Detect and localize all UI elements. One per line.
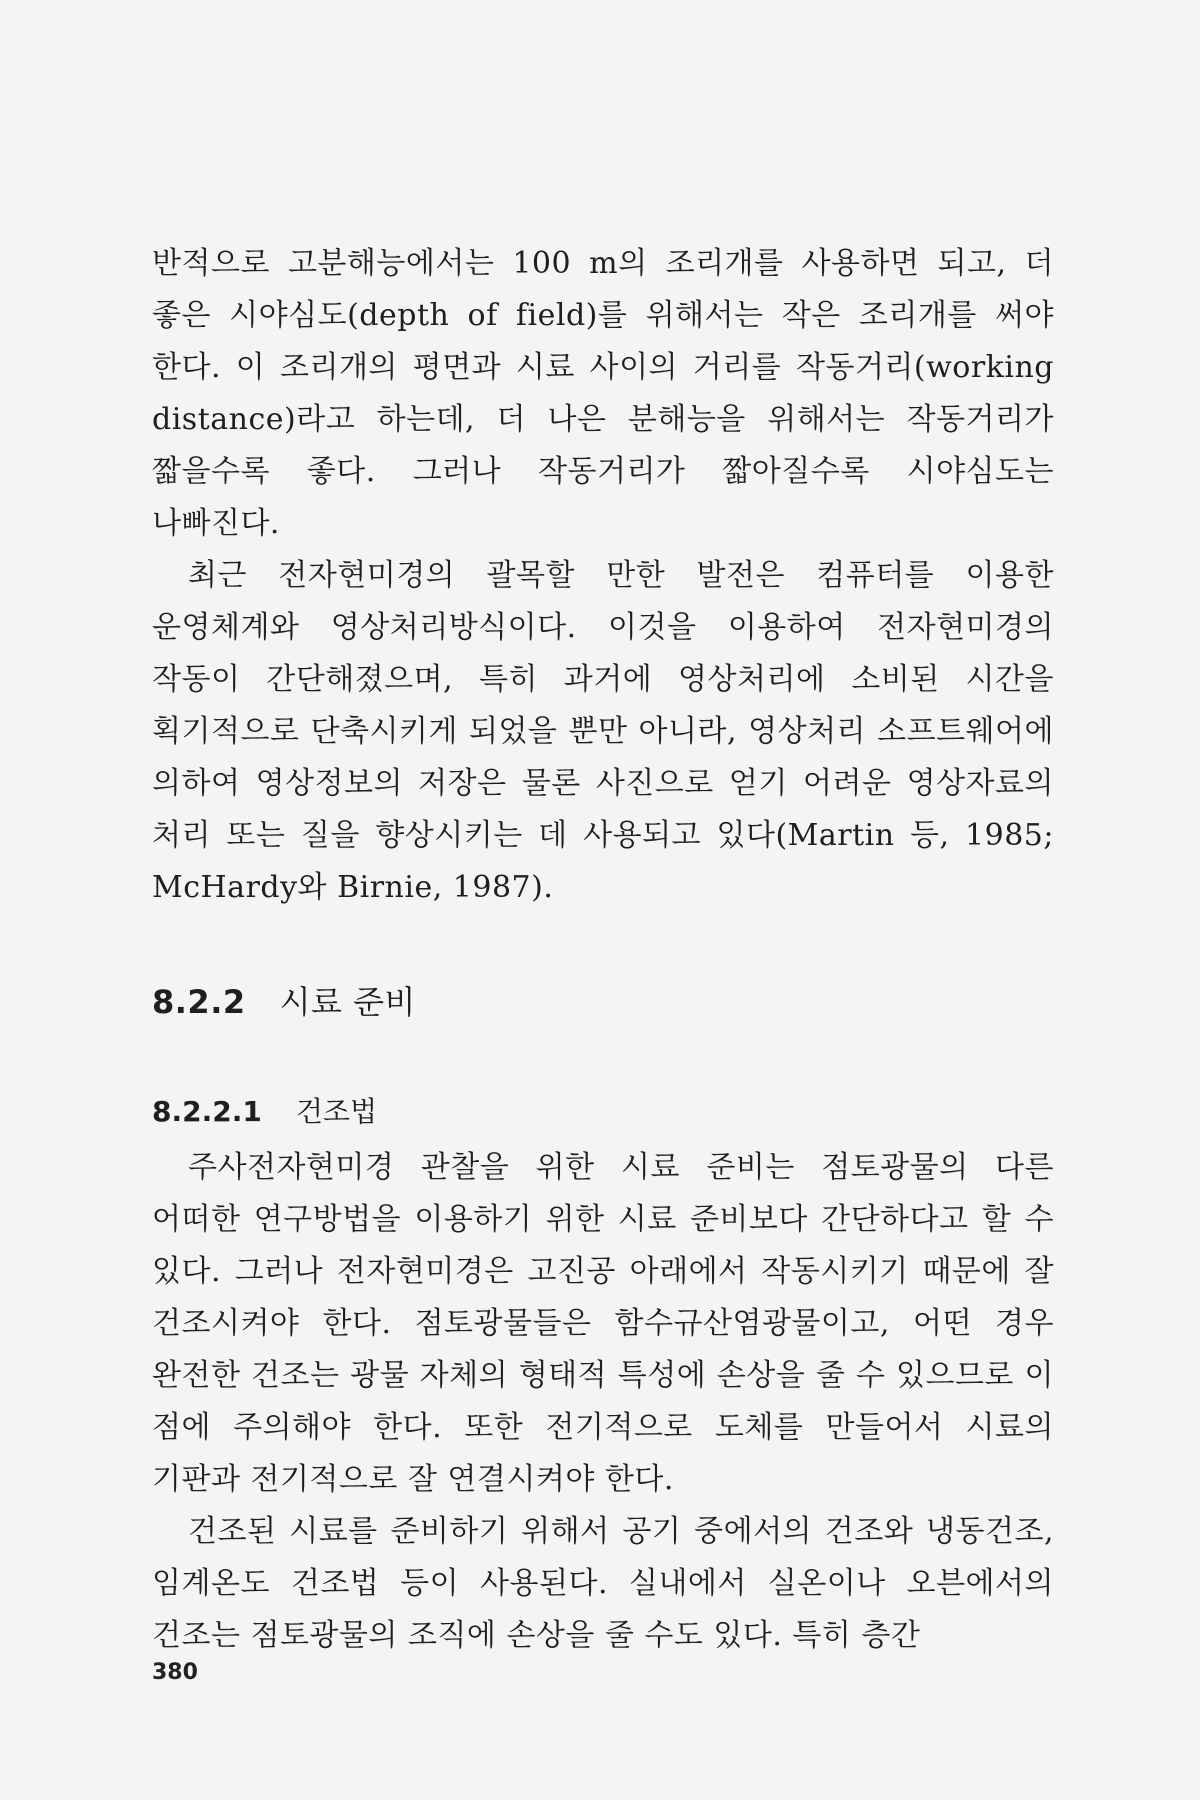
subsection-number: 8.2.2.1 [152, 1095, 262, 1128]
page-number: 380 [152, 1660, 198, 1685]
section-number: 8.2.2 [152, 983, 246, 1021]
subsection-heading [152, 1086, 1054, 1138]
page-body [152, 238, 1054, 1662]
paragraph-image-processing: 최근 전자현미경의 괄목할 만한 발전은 컴퓨터를 이용한 운영체계와 영상처리방식이다. 이것을 이용하여 전자현미경의 작동이 간단해졌으며, 특히 과거에 영상처리에 소비된 시간을 획기적으로 단축시키게 되었을 뿐만 아니라, 영상처리 소프트웨어에 의하여 영상정보의 저장은 물론 사진으로 얻기 어려운 영상자료의 처리 또는 질을 향상시키는 데 사용되고 있다(Martin 등, 1985; McHardy와 Birnie, 1987). [152, 558, 1054, 905]
subsection-title-text: 건조법 [295, 1095, 377, 1128]
section-title-text: 시료 준비 [279, 983, 416, 1021]
section-heading [152, 974, 1054, 1030]
paragraph-drying-methods: 건조된 시료를 준비하기 위해서 공기 중에서의 건조와 냉동건조, 임계온도 건조법 등이 사용된다. 실내에서 실온이나 오븐에서의 건조는 점토광물의 조직에 손상을 줄 수도 있다. 특히 층간 [152, 1514, 1054, 1653]
paragraph-sample-prep: 주사전자현미경 관찰을 위한 시료 준비는 점토광물의 다른 어떠한 연구방법을 이용하기 위한 시료 준비보다 간단하다고 할 수 있다. 그러나 전자현미경은 고진공 아래에서 작동시키기 때문에 잘 건조시켜야 한다. 점토광물들은 함수규산염광물이고, 어떤 경우 완전한 건조는 광물 자체의 형태적 특성에 손상을 줄 수 있으므로 이 점에 주의해야 한다. 또한 전기적으로 도체를 만들어서 시료의 기판과 전기적으로 잘 연결시켜야 한다. [152, 1150, 1054, 1497]
paragraph-aperture: 반적으로 고분해능에서는 100 m의 조리개를 사용하면 되고, 더 좋은 시야심도(depth of field)를 위해서는 작은 조리개를 써야 한다. 이 조리개의 평면과 시료 사이의 거리를 작동거리(working distance)라고 하는데, 더 나은 분해능을 위해서는 작동거리가 짧을수록 좋다. 그러나 작동거리가 짧아질수록 시야심도는 나빠진다. [152, 246, 1054, 541]
